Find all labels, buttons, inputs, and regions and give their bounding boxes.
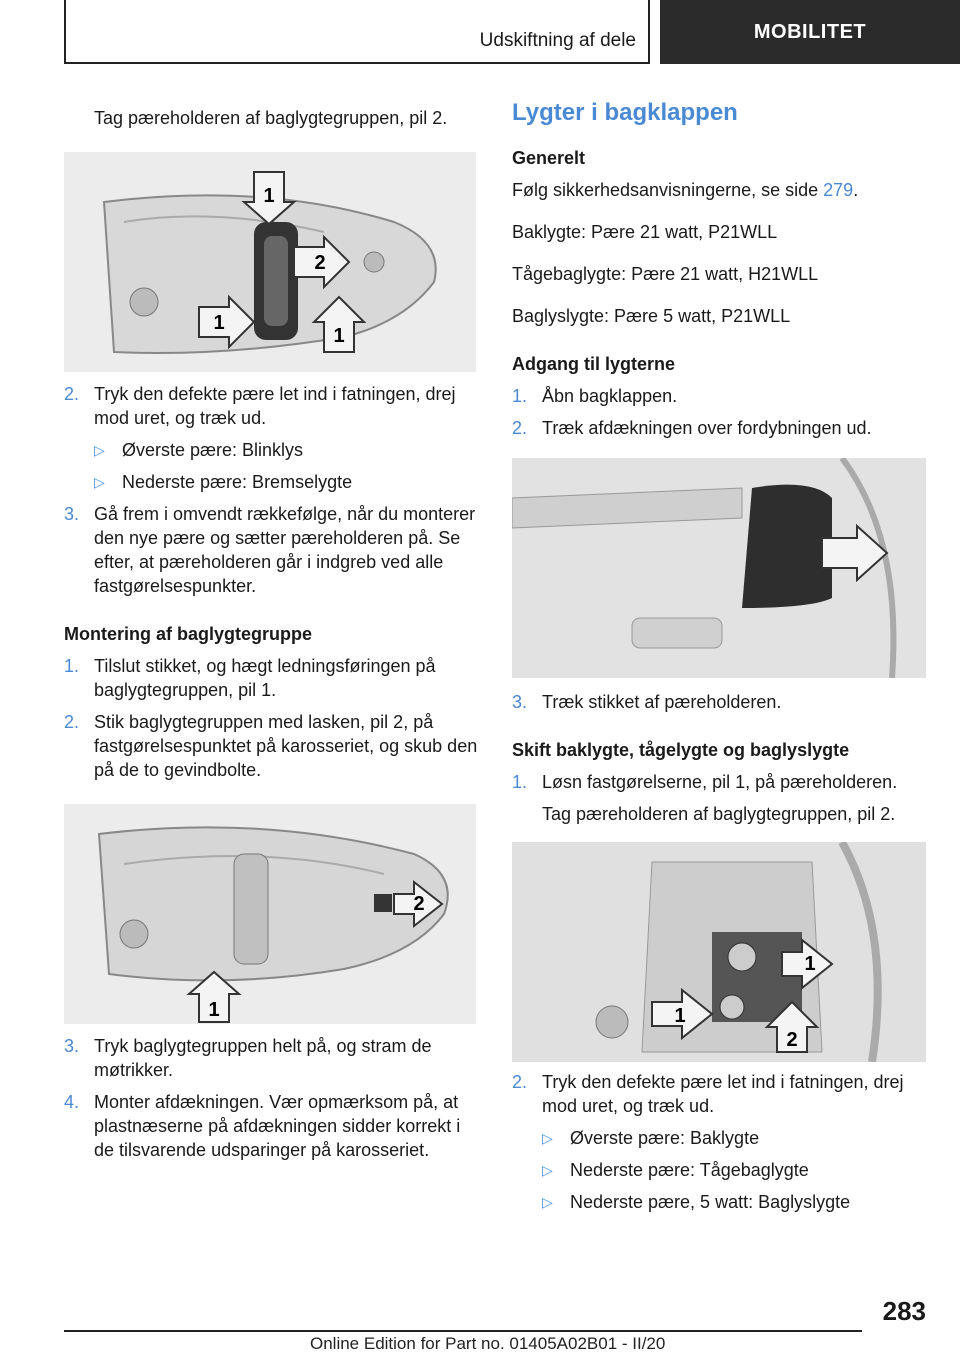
- right-column: [512, 98, 926, 1214]
- page-reference-link[interactable]: 279: [823, 180, 854, 200]
- general-heading: Generelt: [512, 148, 586, 168]
- steps-remove-bulb: [64, 382, 478, 598]
- footer-edition: Online Edition for Part no. 01405A02B01 - II/20: [310, 1334, 666, 1353]
- figure-taillight-mount-drawing: [64, 804, 476, 1024]
- step-number: 4.: [64, 1092, 80, 1112]
- list-item: [542, 1190, 926, 1214]
- fig1-label-right: 2: [314, 252, 326, 274]
- intro-text: Tag pæreholderen af baglygtegruppen, pil 2.: [94, 108, 448, 128]
- steps-replace-bulb: [512, 1070, 926, 1214]
- step-text: Åbn bagklappen.: [542, 386, 678, 406]
- figure-tailgate-cover-drawing: [512, 458, 926, 678]
- general-text-prefix: Følg sikkerhedsanvisningerne, se side: [512, 180, 824, 200]
- figure-bulb-holder-drawing: [512, 842, 926, 1062]
- sub-item-text: Nederste pære: Bremselygte: [122, 472, 353, 492]
- list-item: [512, 384, 926, 408]
- step-number: 3.: [64, 504, 80, 524]
- steps-finish: [64, 1034, 478, 1162]
- step-text: Træk stikket af pæreholderen.: [542, 692, 782, 712]
- header-frame: [64, 0, 650, 64]
- figure-taillight-mount: [64, 804, 476, 1024]
- list-item: [512, 690, 926, 714]
- list-item: [64, 502, 478, 598]
- sub-item-text: Øverste pære: Baklygte: [570, 1128, 760, 1148]
- fig4-label-top-right: 1: [804, 953, 816, 975]
- steps-access: [512, 384, 926, 440]
- left-column: [64, 98, 478, 1162]
- fig2-label-bottom: 1: [208, 999, 220, 1021]
- fig1-label-bottom-right: 1: [333, 325, 345, 347]
- figure-taillight-holder-drawing: [64, 152, 476, 372]
- figure-taillight-holder: [64, 152, 476, 372]
- general-text: [512, 178, 926, 202]
- step-text: Monter afdækningen. Vær opmærksom på, at plastnæserne på afdækningen sidder korrekt i de tilsvarende udsparinger på karosseriet.: [94, 1092, 461, 1160]
- list-item: [64, 654, 478, 702]
- list-item: [512, 1070, 926, 1118]
- section-title: Lygter i bagklappen: [512, 99, 738, 126]
- step-number: 2.: [64, 384, 80, 404]
- triangle-bullet-icon: ▷: [542, 1194, 553, 1210]
- step-number: 3.: [64, 1036, 80, 1056]
- list-item: [542, 1158, 926, 1182]
- step-number: 1.: [64, 656, 80, 676]
- step-text: Tryk den defekte pære let ind i fatningen, drej mod uret, og træk ud.: [542, 1072, 904, 1116]
- mount-heading: Montering af baglygtegruppe: [64, 624, 313, 644]
- step-text: Tilslut stikket, og hægt ledningsføringen på baglygtegruppen, pil 1.: [94, 656, 436, 700]
- fig2-label-right: 2: [413, 893, 425, 915]
- spec-tail-light: Baglyslygte: Pære 5 watt, P21WLL: [512, 306, 791, 326]
- list-item: [94, 438, 478, 462]
- fig4-label-bottom: 2: [786, 1029, 798, 1051]
- step-text: Tryk den defekte pære let ind i fatningen, drej mod uret, og træk ud.: [94, 384, 456, 428]
- fig1-label-top: 1: [263, 185, 275, 207]
- step-number: 2.: [64, 712, 80, 732]
- step-number: 1.: [512, 772, 528, 792]
- list-item: [64, 382, 478, 430]
- triangle-bullet-icon: ▷: [94, 442, 105, 458]
- list-item: [64, 710, 478, 782]
- steps-mount: [64, 654, 478, 782]
- list-item: [64, 1090, 478, 1162]
- step-number: 2.: [512, 418, 528, 438]
- fig1-label-bottom-left: 1: [213, 312, 225, 334]
- fig4-label-left: 1: [674, 1005, 686, 1027]
- step-text: Tryk baglygtegruppen helt på, og stram de møtrikker.: [94, 1036, 432, 1080]
- triangle-bullet-icon: ▷: [542, 1162, 553, 1178]
- triangle-bullet-icon: ▷: [94, 474, 105, 490]
- step-number: 2.: [512, 1072, 528, 1092]
- list-item: [512, 416, 926, 440]
- figure-tailgate-cover: [512, 458, 926, 678]
- triangle-bullet-icon: ▷: [542, 1130, 553, 1146]
- list-item: [64, 1034, 478, 1082]
- spec-reverse-light: Baklygte: Pære 21 watt, P21WLL: [512, 222, 778, 242]
- page-number: 283: [882, 1296, 926, 1326]
- list-item: [512, 770, 926, 794]
- step-number: 1.: [512, 386, 528, 406]
- step-text: Stik baglygtegruppen med lasken, pil 2, på fastgørelsespunktet på karosseriet, og skub den på de to gevindbolte.: [94, 712, 478, 780]
- footer-divider: [64, 1330, 862, 1332]
- step-text: Træk afdækningen over fordybningen ud.: [542, 418, 872, 438]
- list-item: [542, 1126, 926, 1150]
- spec-fog-light: Tågebaglygte: Pære 21 watt, H21WLL: [512, 264, 819, 284]
- general-text-suffix: .: [853, 180, 859, 200]
- sub-item-text: Nederste pære: Tågebaglygte: [570, 1160, 809, 1180]
- step-text: Gå frem i omvendt rækkefølge, når du monterer den nye pære og sætter pæreholderen på. Se efter, at pæreholderen går i indgreb ved alle fastgørelsespunkter.: [94, 504, 476, 596]
- step-number: 3.: [512, 692, 528, 712]
- header-section-title: Udskiftning af dele: [479, 30, 636, 51]
- list-item: [94, 470, 478, 494]
- header-badge: MOBILITET: [660, 0, 960, 64]
- sub-item-text: Øverste pære: Blinklys: [122, 440, 304, 460]
- figure-bulb-holder: [512, 842, 926, 1062]
- replace-step-continuation: Tag pæreholderen af baglygtegruppen, pil 2.: [542, 804, 896, 824]
- sub-item-text: Nederste pære, 5 watt: Baglyslygte: [570, 1192, 851, 1212]
- access-heading: Adgang til lygterne: [512, 354, 676, 374]
- replace-heading: Skift baklygte, tågelygte og baglyslygte: [512, 740, 850, 760]
- step-text: Løsn fastgørelserne, pil 1, på pæreholderen.: [542, 772, 898, 792]
